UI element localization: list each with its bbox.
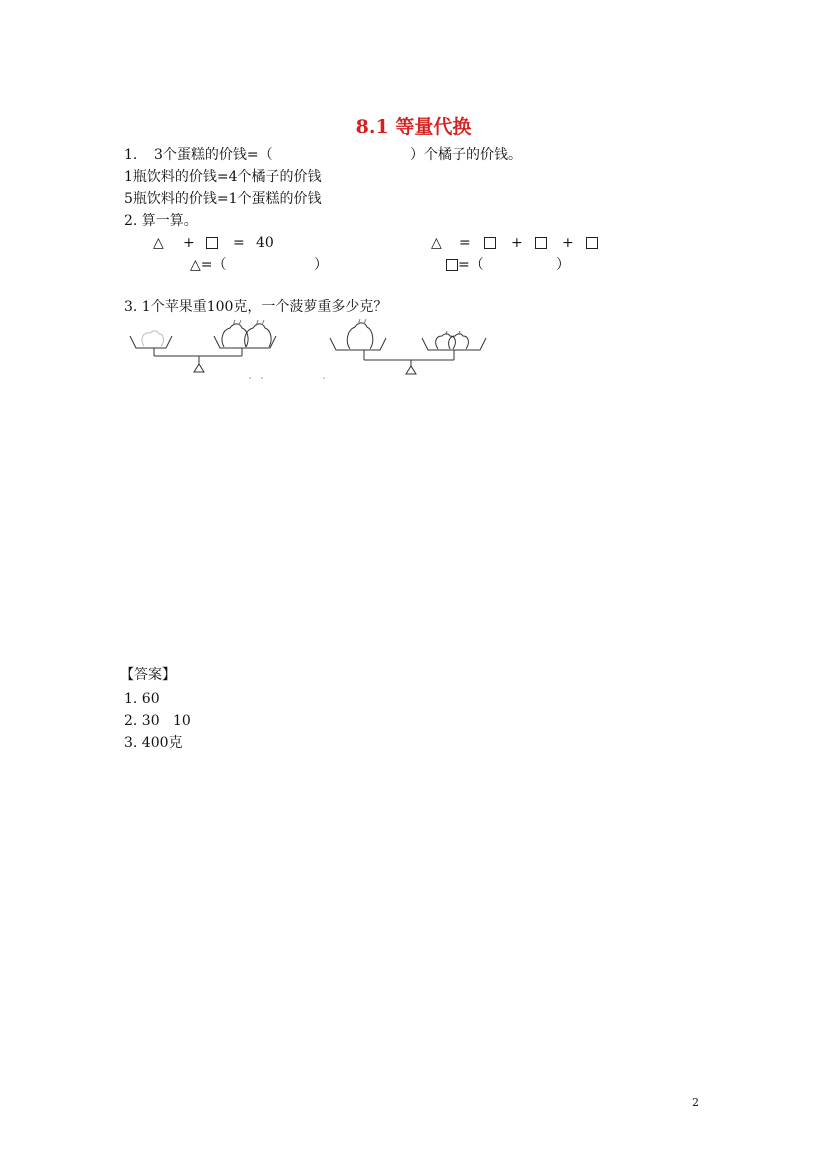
balance-scale-right xyxy=(330,319,486,374)
plus-sign: + xyxy=(562,235,574,251)
plus-sign: + xyxy=(511,235,523,251)
answer-1: 1. 60 xyxy=(124,691,160,707)
square-icon xyxy=(484,235,496,253)
answer-3: 3. 400克 xyxy=(124,735,183,751)
question-2-heading: 2. 算一算。 xyxy=(124,213,198,229)
balance-scale-left xyxy=(130,320,325,379)
answer-2: 2. 30 10 xyxy=(124,713,191,729)
equals-sign: = xyxy=(233,235,245,251)
equals-sign: = xyxy=(459,235,471,251)
page-number: 2 xyxy=(692,1096,699,1109)
square-answer-blank: =（ xyxy=(458,257,484,273)
plus-sign: + xyxy=(183,235,195,251)
question-3-text: 3. 1个苹果重100克，一个菠萝重多少克？ xyxy=(124,299,388,315)
equation-1-value: 40 xyxy=(256,235,274,251)
triangle-answer-blank: △=（ xyxy=(190,257,227,273)
triangle-icon: △ xyxy=(431,235,442,251)
square-icon xyxy=(206,235,218,253)
square-answer-close: ） xyxy=(556,257,570,273)
question-1-condition-1: 1瓶饮料的价钱=4个橘子的价钱 xyxy=(124,169,322,185)
triangle-answer-close: ） xyxy=(314,257,328,273)
triangle-icon: △ xyxy=(153,235,164,251)
page-title: 8.1 等量代换 xyxy=(355,116,472,138)
question-1-condition-2: 5瓶饮料的价钱=1个蛋糕的价钱 xyxy=(124,191,322,207)
answers-heading: 【答案】 xyxy=(120,667,176,683)
question-1-tail: ）个橘子的价钱。 xyxy=(410,147,522,163)
question-1-text: 3个蛋糕的价钱=（ xyxy=(154,147,273,163)
square-icon xyxy=(586,235,598,253)
square-icon xyxy=(446,257,458,275)
balance-scales-illustration xyxy=(126,318,496,380)
question-1-number: 1. xyxy=(124,147,138,163)
square-icon xyxy=(535,235,547,253)
